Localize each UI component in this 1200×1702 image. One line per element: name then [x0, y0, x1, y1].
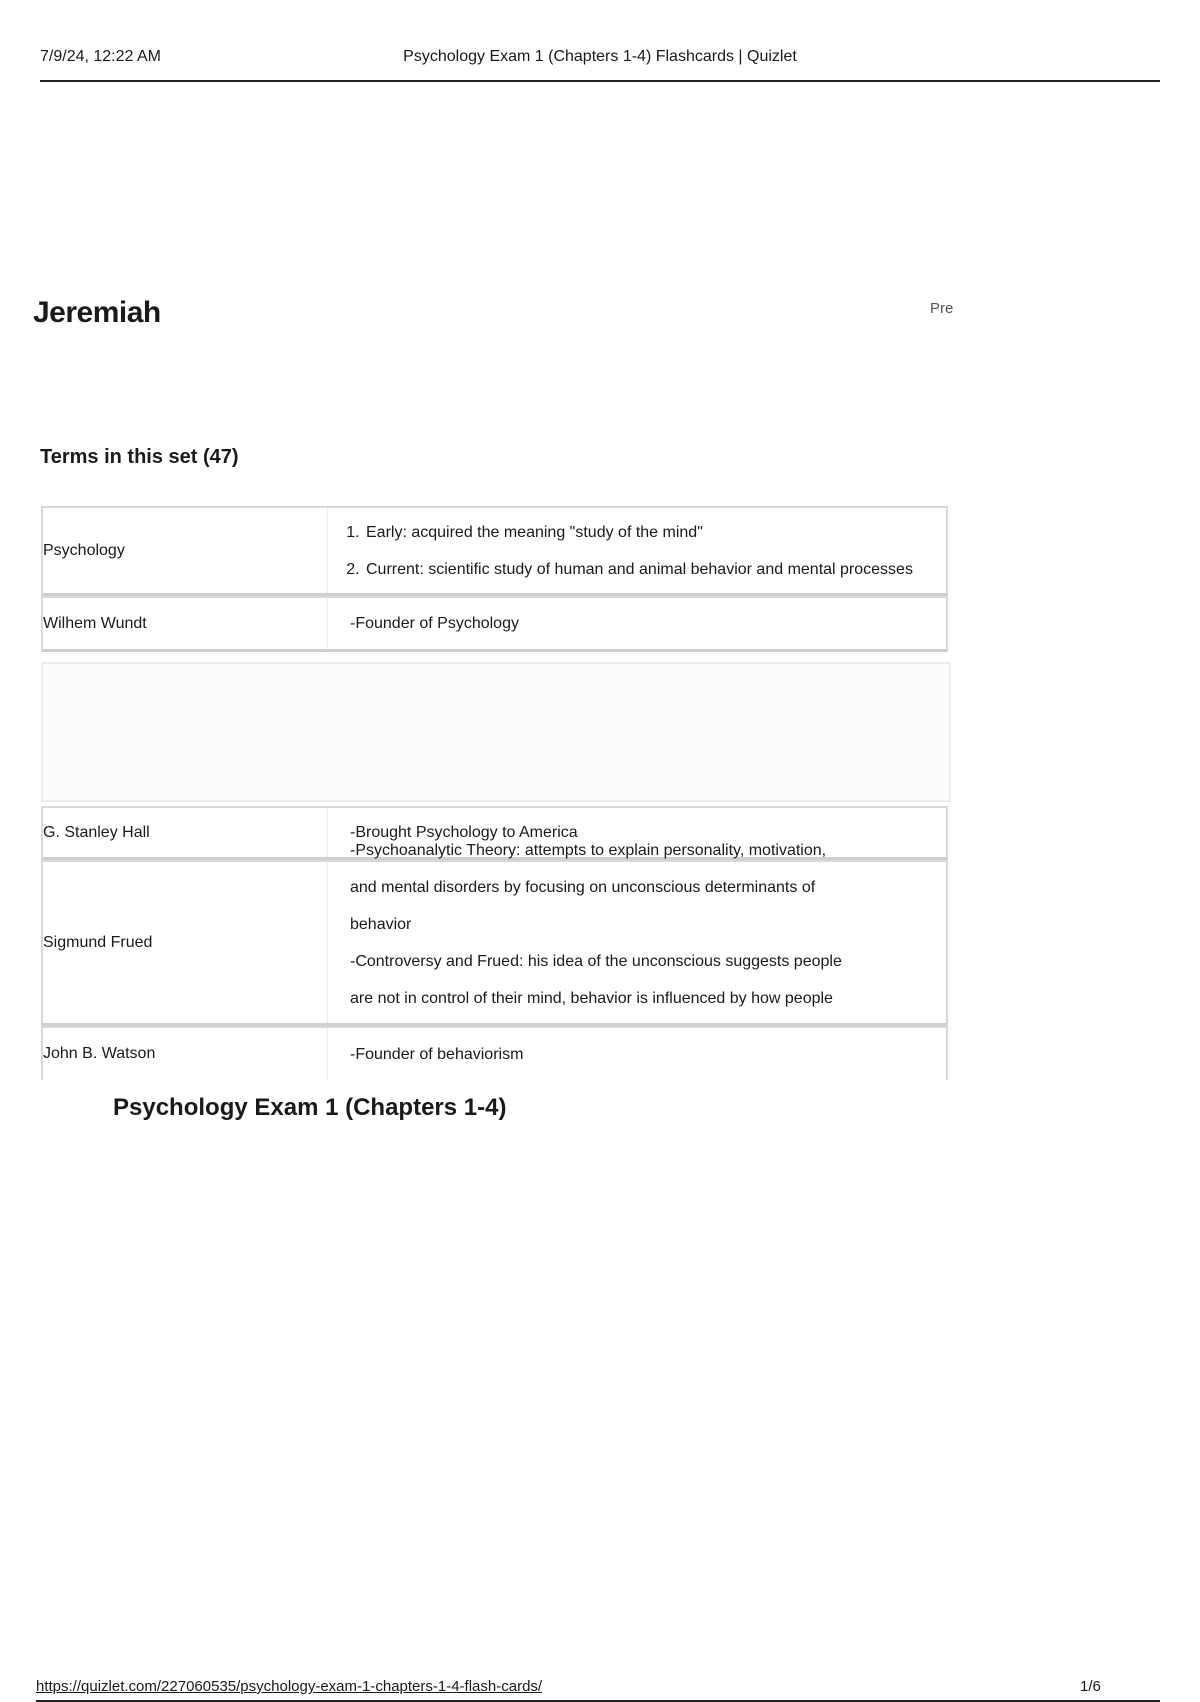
page-number: 1/6 — [1080, 1678, 1101, 1695]
definition — [327, 1028, 946, 1080]
term-text: Wilhem Wundt — [43, 614, 147, 632]
term-row — [41, 841, 948, 1026]
term-row — [41, 506, 948, 596]
print-footer — [36, 1676, 1160, 1702]
term-row — [41, 1026, 948, 1080]
definition-item: 2. Current: scientific study of human and animal behavior and mental processes — [364, 551, 926, 588]
print-datetime: 7/9/24, 12:22 AM — [40, 48, 161, 65]
definition-line: -Founder of Psychology — [350, 615, 519, 632]
terms-heading: Terms in this set (47) — [40, 446, 239, 468]
definition — [327, 508, 946, 593]
definition-item: 1. Early: acquired the meaning "study of the mind" — [364, 514, 926, 551]
print-page-title: Psychology Exam 1 (Chapters 1-4) Flashcards | Quizlet — [403, 48, 797, 65]
set-title: Psychology Exam 1 (Chapters 1-4) — [113, 1094, 507, 1121]
print-header — [40, 40, 1160, 82]
term-text: John B. Watson — [43, 1045, 156, 1062]
term-text: G. Stanley Hall — [43, 823, 150, 841]
definition — [327, 841, 946, 1023]
definition-list — [350, 514, 926, 588]
definition — [327, 598, 946, 649]
definition-line: -Psychoanalytic Theory: attempts to explain personality, motivation, and mental disorders by focusing on unconscious determinants of behavior — [350, 841, 827, 933]
definition-line: -Founder of behaviorism — [350, 1045, 524, 1063]
page-url-link[interactable]: https://quizlet.com/227060535/psychology-exam-1-chapters-1-4-flash-cards/ — [36, 1678, 543, 1695]
terms-table — [41, 506, 948, 1080]
term-row — [41, 596, 948, 652]
term-text: Sigmund Frued — [43, 933, 153, 951]
pre-label: Pre — [930, 300, 954, 317]
term-text: Psychology — [43, 541, 125, 559]
user-name[interactable]: Jeremiah — [33, 296, 161, 329]
definition-line: -Controversy and Frued: his idea of the unconscious suggests people are not in control of their mind, behavior is influenced by how people — [350, 952, 842, 1007]
definition-line: -Brought Psychology to America — [350, 824, 578, 841]
